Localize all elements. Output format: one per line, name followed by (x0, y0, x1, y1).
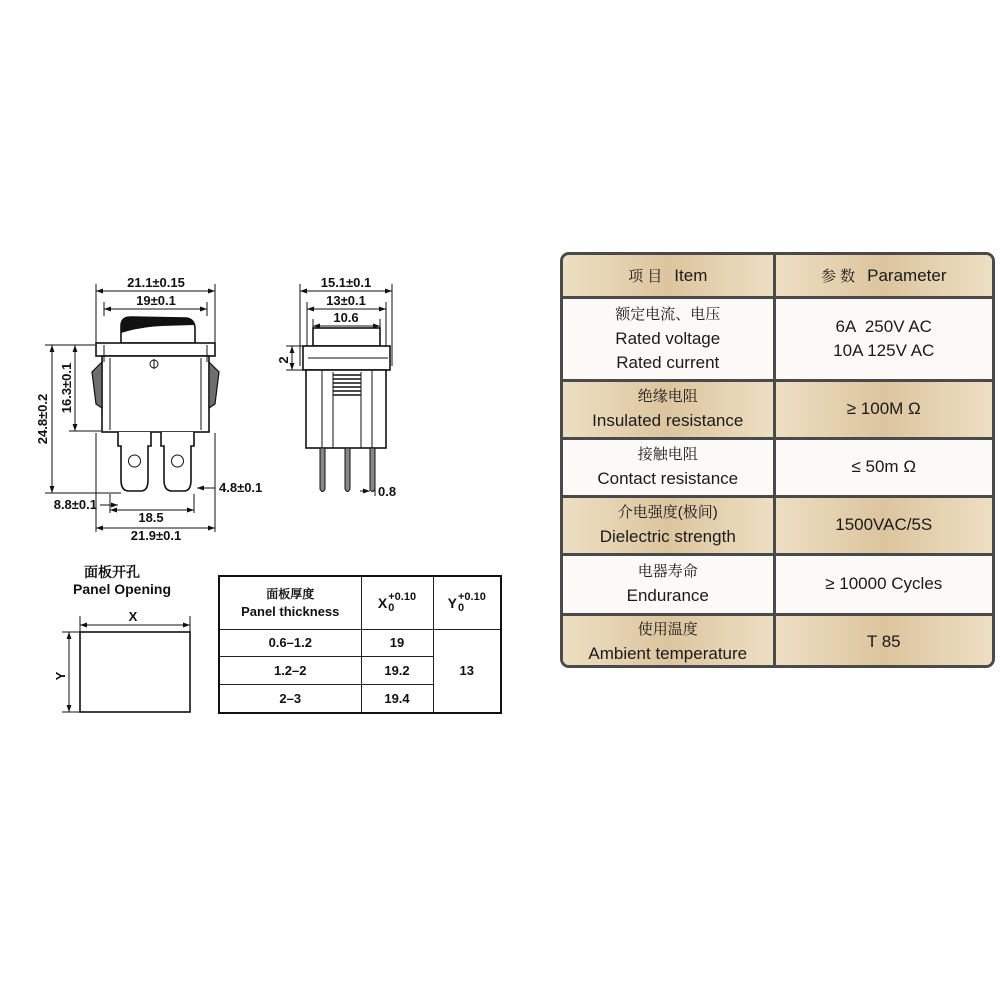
spec-value-cell (774, 438, 992, 496)
specification-table (560, 252, 995, 668)
spec-label-en: Endurance (626, 586, 709, 605)
x-header-axis: X (377, 594, 388, 611)
spec-header-row (563, 255, 992, 297)
spec-row-insulation (563, 380, 992, 438)
parameter-header-cn: 参 数 (820, 267, 856, 285)
spec-label-cell (563, 297, 774, 380)
spec-label-cell (563, 614, 774, 668)
spec-value: 6A 250V AC (835, 316, 932, 336)
dim-total-height: 24.8±0.2 (35, 393, 50, 445)
spec-label-cn: 介电强度(极间) (617, 504, 718, 521)
terminal-left (118, 432, 151, 491)
spec-label-cn: 额定电流、电压 (615, 305, 721, 323)
table-row (219, 629, 501, 656)
x-tol-lower: 0 (388, 601, 395, 614)
spec-label-en: Dielectric strength (599, 527, 736, 546)
dim-body-height: 16.3±0.1 (59, 362, 74, 414)
y-value-cell: 13 (433, 629, 501, 713)
dim-overall-width: 21.1±0.15 (127, 275, 185, 290)
dim-bezel-depth: 13±0.1 (326, 293, 366, 308)
dim-bezel-width: 19±0.1 (136, 293, 176, 308)
spec-label-cn: 电器寿命 (637, 563, 698, 580)
spec-value: ≥ 10000 Cycles (825, 574, 943, 593)
thickness-cell: 0.6–1.2 (219, 629, 361, 656)
dim-flange-height: 2 (276, 356, 291, 364)
side-view (276, 275, 396, 499)
spec-value: 1500VAC/5S (835, 515, 933, 534)
left-clip (92, 362, 102, 408)
spec-label-en: Rated current (616, 352, 720, 372)
front-view (35, 275, 262, 543)
x-cell: 19 (361, 629, 433, 656)
panel-x-label: X (128, 609, 138, 624)
x-cell: 19.4 (361, 684, 433, 713)
side-pin-1 (320, 448, 325, 492)
spec-value-cell (774, 496, 992, 554)
spec-value: ≥ 100M Ω (846, 399, 921, 418)
specification-grid (563, 255, 992, 668)
spec-label-cell (563, 496, 774, 554)
spec-label-cn: 接触电阻 (637, 446, 698, 463)
spec-label-cn: 使用温度 (637, 620, 698, 638)
panel-thickness-grid (218, 575, 502, 714)
x-tol-upper: +0.10 (388, 590, 417, 603)
spec-value-cell (774, 297, 992, 380)
spec-label-en: Contact resistance (597, 469, 739, 488)
spec-row-rated (563, 297, 992, 380)
dim-rocker-depth: 10.6 (333, 310, 359, 325)
spec-value: T 85 (866, 631, 901, 651)
side-pin-3 (370, 448, 375, 492)
spec-value-cell (774, 554, 992, 614)
spec-label-cn: 绝缘电阻 (637, 388, 698, 405)
thickness-header-cn: 面板厚度 (266, 586, 315, 601)
side-rocker-cap (313, 328, 380, 346)
dim-terminal-span: 18.5 (138, 510, 164, 525)
panel-opening-title-en: Panel Opening (72, 581, 172, 597)
panel-thickness-table (218, 575, 500, 712)
parameter-header (774, 255, 992, 297)
dim-terminal-width: 4.8±0.1 (219, 480, 263, 495)
spec-row-dielectric (563, 496, 992, 554)
y-header-axis: Y (447, 594, 457, 611)
dim-pin-width: 0.8 (378, 484, 397, 499)
spec-label-en: Insulated resistance (592, 411, 744, 430)
x-cell: 19.2 (361, 656, 433, 684)
spec-value: ≤ 50m Ω (851, 457, 917, 476)
panel-table-header-row (219, 576, 501, 629)
y-header-tolerance (458, 592, 486, 614)
spec-value: 10A 125V AC (833, 340, 935, 360)
spec-value-cell (774, 380, 992, 438)
bezel (96, 343, 215, 356)
y-header (433, 576, 501, 629)
item-header-en: Item (674, 265, 708, 285)
thickness-header-en: Panel thickness (241, 603, 340, 619)
terminal-right (161, 432, 194, 491)
spec-label-en: Rated voltage (615, 328, 721, 348)
x-header-tolerance (388, 592, 416, 614)
dim-terminal-offset: 8.8±0.1 (53, 497, 97, 512)
spec-row-temperature (563, 614, 992, 668)
y-tol-upper: +0.10 (458, 590, 486, 603)
thickness-cell: 2–3 (219, 684, 361, 713)
dim-overall-depth: 15.1±0.1 (320, 275, 372, 290)
side-body (306, 370, 386, 448)
parameter-header-en: Parameter (867, 265, 947, 285)
panel-opening-rect (80, 632, 190, 712)
spec-label-cell (563, 554, 774, 614)
x-header (361, 576, 433, 629)
item-header (563, 255, 774, 297)
x-header-label (378, 592, 416, 614)
panel-y-label: Y (53, 671, 68, 681)
side-pin-2 (345, 448, 350, 492)
panel-opening-title-cn: 面板开孔 (84, 564, 140, 580)
y-header-label (448, 592, 486, 614)
spec-label-cell (563, 380, 774, 438)
y-tol-lower: 0 (458, 601, 465, 614)
spec-value-cell (774, 614, 992, 668)
spec-row-contact (563, 438, 992, 496)
item-header-cn: 项 目 (628, 267, 663, 285)
right-clip (209, 362, 219, 408)
spec-label-en: Ambient temperature (588, 643, 748, 663)
spec-row-endurance (563, 554, 992, 614)
thickness-header (219, 576, 361, 629)
panel-opening (53, 564, 190, 712)
thickness-cell: 1.2–2 (219, 656, 361, 684)
dim-base-width: 21.9±0.1 (130, 528, 182, 543)
spec-label-cell (563, 438, 774, 496)
